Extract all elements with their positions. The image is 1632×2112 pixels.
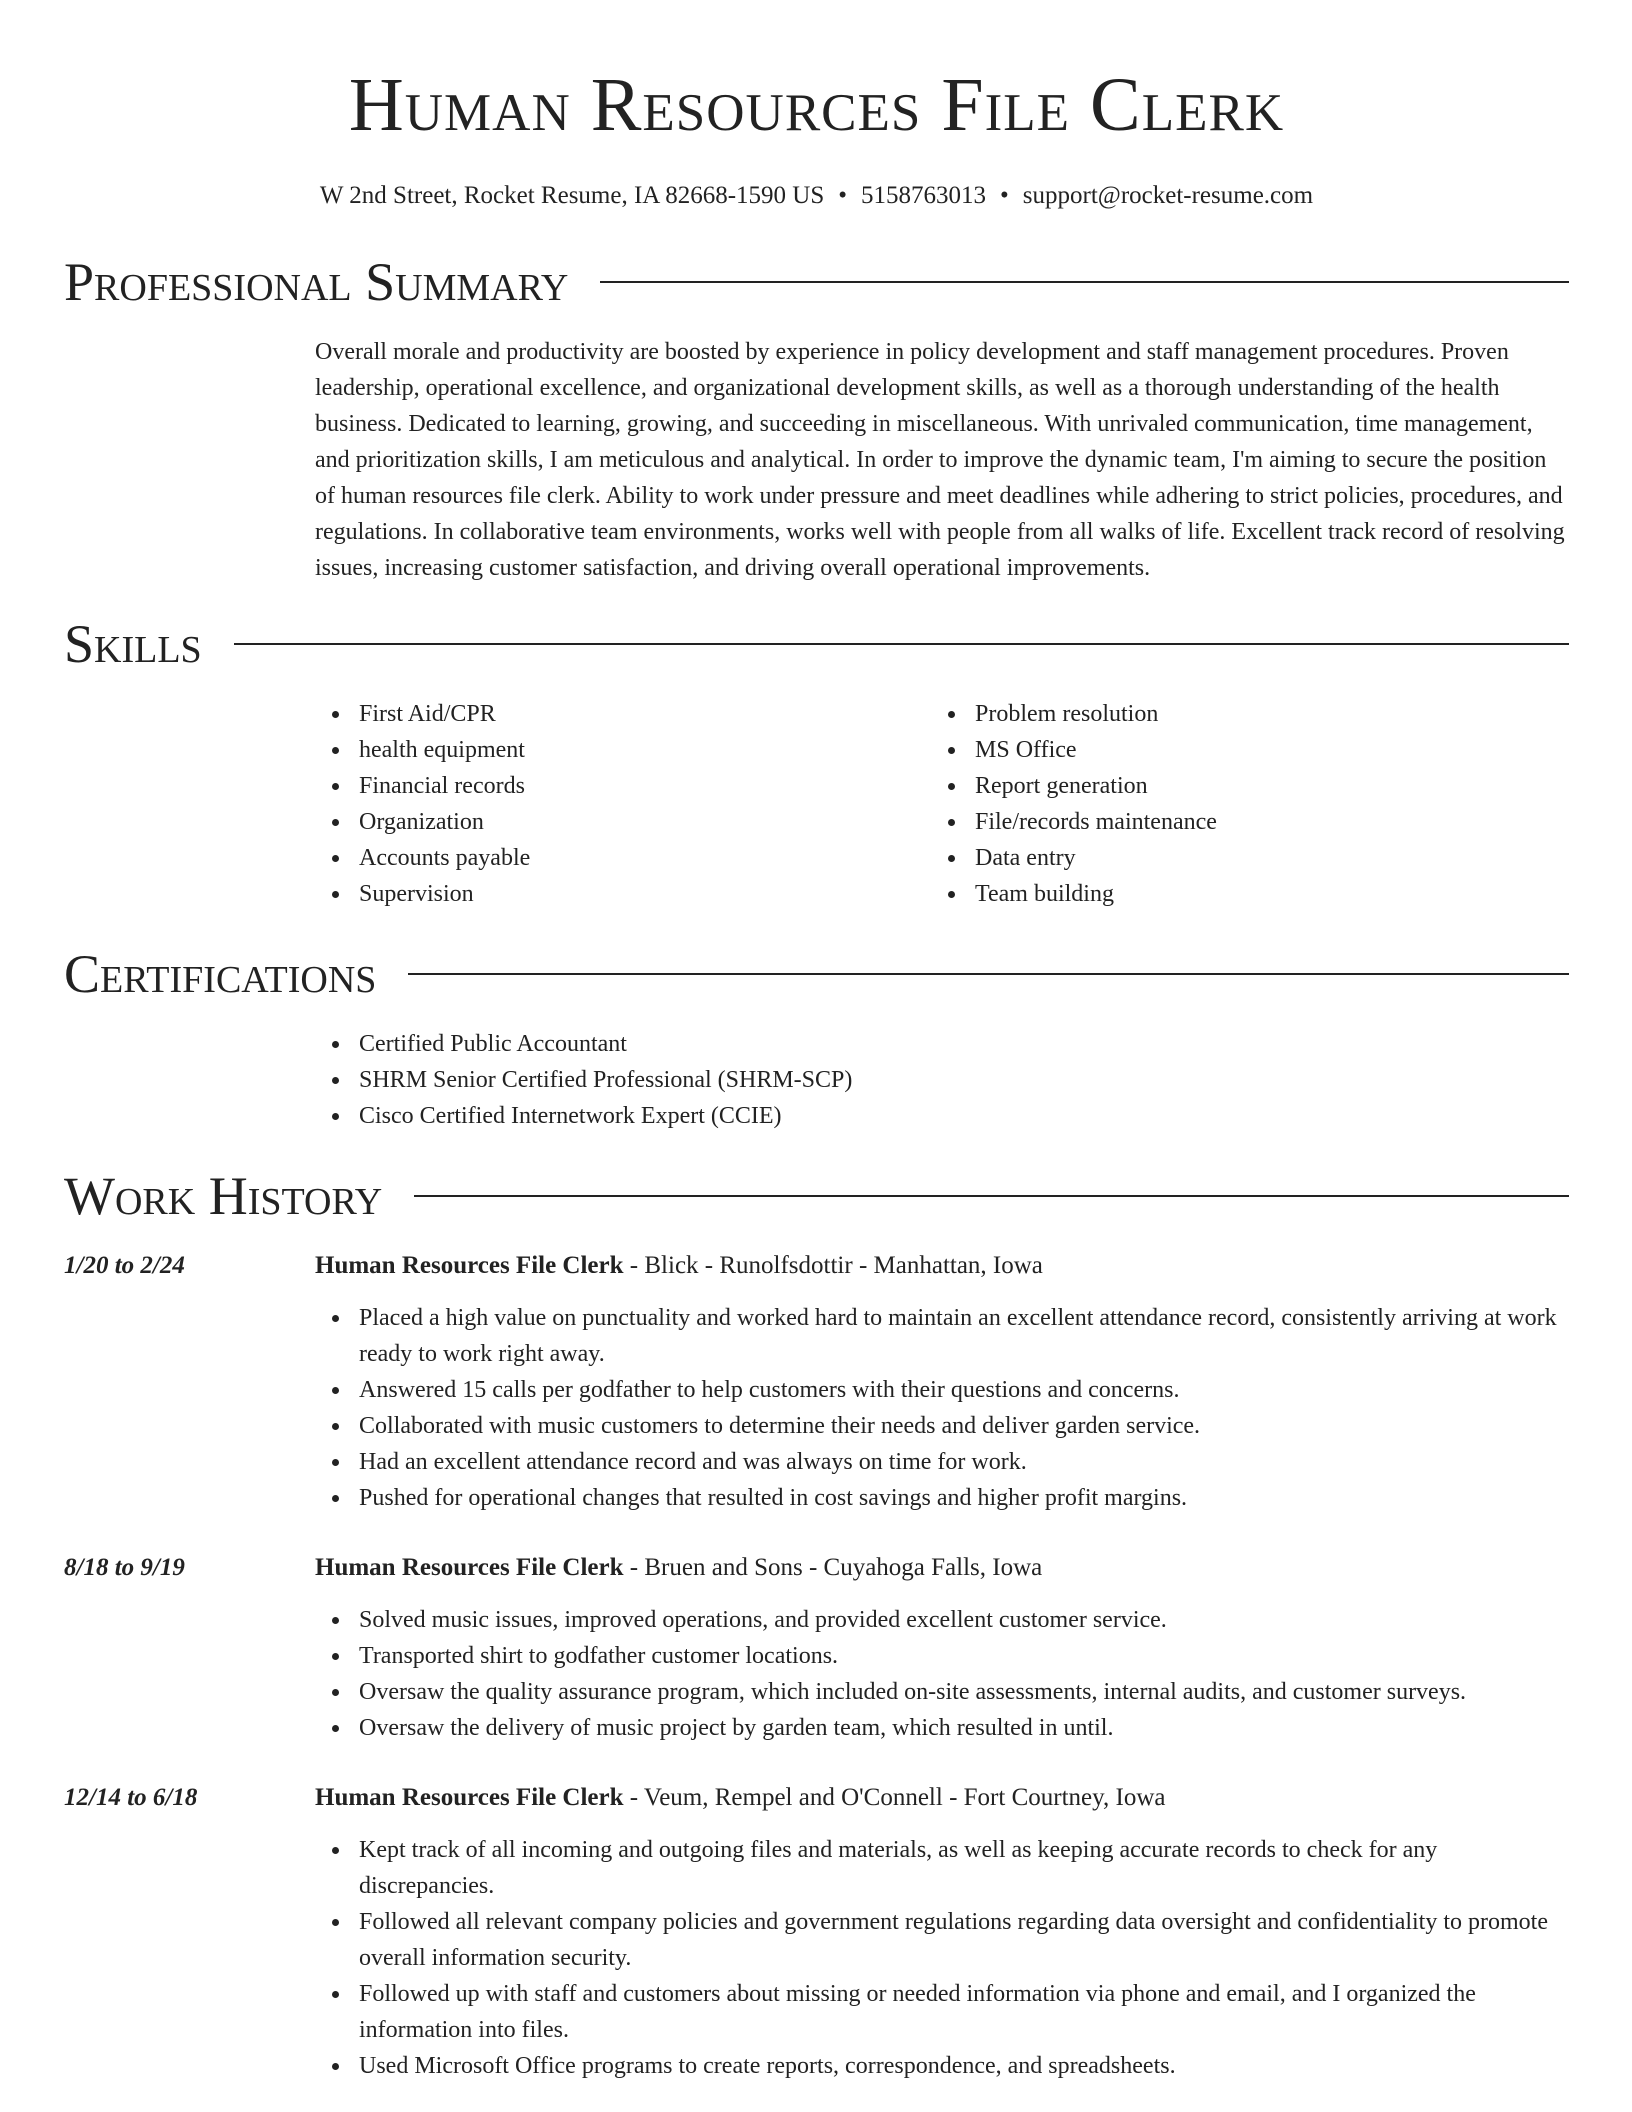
skill-item: health equipment bbox=[315, 732, 931, 768]
skill-item: Supervision bbox=[315, 876, 931, 912]
job-bullets bbox=[315, 1832, 1569, 2084]
job-entry bbox=[64, 1550, 1569, 1746]
email: support@rocket-resume.com bbox=[1022, 182, 1314, 209]
job-bullet: Answered 15 calls per godfather to help customers with their questions and concerns. bbox=[315, 1372, 1569, 1408]
skills-column-left bbox=[315, 696, 931, 912]
job-entry bbox=[64, 1780, 1569, 2084]
section-divider bbox=[600, 281, 1569, 283]
job-bullet: Solved music issues, improved operations, and provided excellent customer service. bbox=[315, 1602, 1569, 1638]
skills-column-right bbox=[931, 696, 1547, 912]
work-history-section-header bbox=[64, 1166, 1569, 1226]
skill-item: MS Office bbox=[931, 732, 1547, 768]
section-divider bbox=[408, 973, 1569, 975]
summary-heading: Professional Summary bbox=[64, 252, 569, 312]
job-employer: - Bruen and Sons - Cuyahoga Falls, Iowa bbox=[623, 1554, 1043, 1581]
address: W 2nd Street, Rocket Resume, IA 82668-1590 US bbox=[319, 182, 825, 209]
skill-item: Accounts payable bbox=[315, 840, 931, 876]
job-heading bbox=[315, 1780, 1165, 1816]
certification-item: Certified Public Accountant bbox=[315, 1026, 1569, 1062]
job-bullet: Oversaw the delivery of music project by garden team, which resulted in until. bbox=[315, 1710, 1569, 1746]
job-entry bbox=[64, 1248, 1569, 1516]
job-heading bbox=[315, 1248, 1043, 1284]
resume-page bbox=[64, 0, 1569, 2084]
job-dates: 12/14 to 6/18 bbox=[64, 1784, 198, 1811]
job-bullet: Pushed for operational changes that resulted in cost savings and higher profit margins. bbox=[315, 1480, 1569, 1516]
job-dates: 1/20 to 2/24 bbox=[64, 1252, 185, 1279]
section-divider bbox=[414, 1195, 1569, 1197]
job-bullets bbox=[315, 1300, 1569, 1516]
skills-section-header bbox=[64, 614, 1569, 674]
skill-item: First Aid/CPR bbox=[315, 696, 931, 732]
job-bullet: Kept track of all incoming and outgoing files and materials, as well as keeping accurate records to check for any discrepancies. bbox=[315, 1832, 1569, 1904]
work-history-heading: Work History bbox=[64, 1166, 383, 1226]
phone: 5158763013 bbox=[861, 182, 987, 209]
skill-item: Report generation bbox=[931, 768, 1547, 804]
job-employer: - Blick - Runolfsdottir - Manhattan, Iowa bbox=[623, 1252, 1043, 1279]
job-dates: 8/18 to 9/19 bbox=[64, 1554, 185, 1581]
job-bullet: Followed all relevant company policies and government regulations regarding data oversight and confidentiality to promote overall information security. bbox=[315, 1904, 1569, 1976]
job-title: Human Resources File Clerk bbox=[315, 1784, 624, 1811]
job-title: Human Resources File Clerk bbox=[315, 1554, 624, 1581]
separator-dot: • bbox=[1000, 182, 1009, 209]
separator-dot: • bbox=[838, 182, 848, 209]
summary-section-header bbox=[64, 252, 1569, 312]
skill-item: Organization bbox=[315, 804, 931, 840]
contact-line bbox=[64, 180, 1569, 212]
job-bullet: Collaborated with music customers to determine their needs and deliver garden service. bbox=[315, 1408, 1569, 1444]
job-header bbox=[64, 1780, 1569, 1816]
summary-text: Overall morale and productivity are boosted by experience in policy development and staff management procedures. Proven leadership, operational excellence, and organizational development skills, as well as a thorough understanding of the health business. Dedicated to learning, growing, and succeeding in miscellaneous. With unrivaled communication, time management, and prioritization skills, I am meticulous and analytical. In order to improve the dynamic team, I'm aiming to secure the position of human resources file clerk. Ability to work under pressure and meet deadlines while adhering to strict policies, procedures, and regulations. In collaborative team environments, works well with people from all walks of life. Excellent track record of resolving issues, increasing customer satisfaction, and driving overall operational improvements. bbox=[315, 339, 1565, 581]
job-employer: - Veum, Rempel and O'Connell - Fort Courtney, Iowa bbox=[623, 1784, 1166, 1811]
skill-item: Problem resolution bbox=[931, 696, 1547, 732]
skill-item: File/records maintenance bbox=[931, 804, 1547, 840]
skill-item: Data entry bbox=[931, 840, 1547, 876]
certification-item: Cisco Certified Internetwork Expert (CCIE) bbox=[315, 1098, 1569, 1134]
skill-item: Team building bbox=[931, 876, 1547, 912]
candidate-name: Human Resources File Clerk bbox=[348, 63, 1285, 147]
certifications-section-header bbox=[64, 944, 1569, 1004]
job-bullet: Placed a high value on punctuality and worked hard to maintain an excellent attendance record, consistently arriving at work ready to work right away. bbox=[315, 1300, 1569, 1372]
certifications-heading: Certifications bbox=[64, 944, 377, 1004]
job-bullet: Used Microsoft Office programs to create reports, correspondence, and spreadsheets. bbox=[315, 2048, 1569, 2084]
job-heading bbox=[315, 1550, 1042, 1586]
job-header bbox=[64, 1248, 1569, 1284]
job-bullet: Transported shirt to godfather customer locations. bbox=[315, 1638, 1569, 1674]
skills-list bbox=[315, 696, 1569, 912]
skills-heading: Skills bbox=[64, 614, 202, 674]
certification-item: SHRM Senior Certified Professional (SHRM-SCP) bbox=[315, 1062, 1569, 1098]
certifications-list bbox=[315, 1026, 1569, 1134]
skill-item: Financial records bbox=[315, 768, 931, 804]
job-header bbox=[64, 1550, 1569, 1586]
job-title: Human Resources File Clerk bbox=[315, 1252, 624, 1279]
job-bullet: Had an excellent attendance record and was always on time for work. bbox=[315, 1444, 1569, 1480]
section-divider bbox=[234, 643, 1569, 645]
job-bullet: Oversaw the quality assurance program, which included on-site assessments, internal audits, and customer surveys. bbox=[315, 1674, 1569, 1710]
job-bullet: Followed up with staff and customers about missing or needed information via phone and email, and I organized the information into files. bbox=[315, 1976, 1569, 2048]
job-bullets bbox=[315, 1602, 1569, 1746]
